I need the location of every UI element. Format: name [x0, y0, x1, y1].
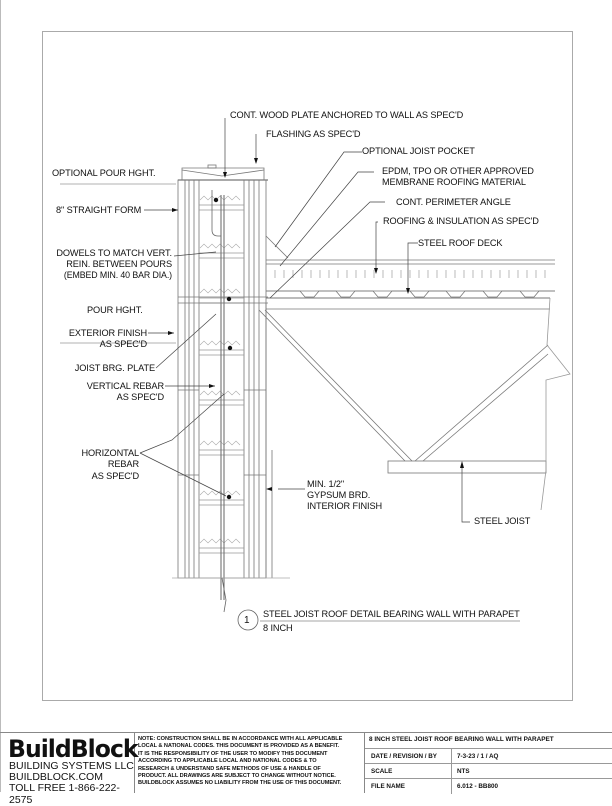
callout-straight-form: 8" STRAIGHT FORM [56, 205, 142, 215]
note-line: ACCORDING TO APPLICABLE LOCAL AND NATIONAL CODES & TO [138, 758, 317, 765]
callout-optional-pour-height: OPTIONAL POUR HGHT. [52, 168, 156, 178]
callout-wood-plate: CONT. WOOD PLATE ANCHORED TO WALL AS SPEC'D [230, 110, 464, 120]
callout-steel-joist: STEEL JOIST [474, 516, 531, 526]
steel-joist-chord [388, 461, 546, 473]
callout-gypsum-line2: GYPSUM BRD. [307, 490, 371, 500]
callout-horizontal-rebar-line3: AS SPEC'D [91, 471, 139, 481]
note-line: NOTE: CONSTRUCTION SHALL BE IN ACCORDANCE WITH ALL APPLICABLE [138, 736, 343, 742]
callout-perimeter-angle: CONT. PERIMETER ANGLE [396, 197, 511, 207]
sheet-title: 8 INCH STEEL JOIST ROOF BEARING WALL WITH PARAPET [369, 736, 554, 743]
info-key: SCALE [371, 768, 393, 775]
info-value: 6.012 - BB800 [457, 783, 498, 790]
callout-pour-height: POUR HGHT. [87, 305, 143, 315]
company-phone: TOLL FREE 1-866-222-2575 [9, 782, 120, 806]
disclaimer-note [138, 736, 362, 788]
callout-roofing-insulation: ROOFING & INSULATION AS SPEC'D [383, 216, 539, 226]
note-line: RESEARCH & UNDERSTAND SAFE METHODS OF USE & HANDLE OF [138, 765, 321, 772]
callout-dowels-line3: (EMBED MIN. 40 BAR DIA.) [63, 270, 172, 280]
sheet-info [364, 733, 612, 793]
callout-vertical-rebar-line1: VERTICAL REBAR [86, 381, 164, 391]
note-line: PRODUCT. ALL DRAWINGS ARE SUBJECT TO CHANGE WITHOUT NOTICE. [138, 773, 336, 780]
company-name: BUILDING SYSTEMS LLC [9, 760, 134, 772]
callout-membrane-line1: EPDM, TPO OR OTHER APPROVED [382, 166, 534, 176]
info-key: DATE / REVISION / BY [371, 753, 438, 760]
callout-membrane-line2: MEMBRANE ROOFING MATERIAL [382, 177, 526, 187]
callout-joist-brg-plate: JOIST BRG. PLATE [74, 363, 155, 373]
note-line: BUILDBLOCK ASSUMES NO LIABILITY FROM THE USE OF THIS DOCUMENT. [138, 780, 342, 787]
detail-number: 1 [244, 615, 250, 626]
company-block [0, 733, 138, 806]
callout-exterior-finish-line1: EXTERIOR FINISH [68, 328, 147, 338]
callout-vertical-rebar-line2: AS SPEC'D [116, 392, 164, 402]
callout-flashing: FLASHING AS SPEC'D [266, 129, 361, 139]
note-line: IT IS THE RESPONSIBILITY OF THE USER TO MODIFY THIS DOCUMENT [138, 750, 328, 757]
callout-dowels-line1: DOWELS TO MATCH VERT. [56, 248, 172, 258]
info-value: NTS [457, 768, 470, 775]
callout-horizontal-rebar-line1: HORIZONTAL [81, 448, 139, 458]
callout-joist-pocket: OPTIONAL JOIST POCKET [362, 146, 475, 156]
callout-gypsum-line1: MIN. 1/2" [307, 479, 345, 489]
info-row-scale [365, 763, 612, 779]
callout-gypsum-line3: INTERIOR FINISH [307, 501, 383, 511]
callout-steel-roof-deck: STEEL ROOF DECK [418, 238, 503, 248]
note-line: LOCAL & NATIONAL CODES. THIS DOCUMENT IS PROVIDED AS A BENEFIT. [138, 743, 340, 750]
detail-title: STEEL JOIST ROOF DETAIL BEARING WALL WITH PARAPET [263, 609, 520, 619]
callout-dowels-line2: REIN. BETWEEN POURS [66, 259, 172, 269]
info-value: 7-3-23 / 1 / AQ [457, 753, 499, 760]
company-website: BUILDBLOCK.COM [9, 771, 103, 783]
brand-logo: BuildBlock [8, 735, 138, 763]
callout-horizontal-rebar-line2: REBAR [107, 459, 139, 469]
detail-subtitle: 8 INCH [263, 623, 293, 633]
wall-outline [178, 180, 266, 578]
info-key: FILE NAME [371, 783, 405, 790]
steel-roof-deck [266, 291, 555, 297]
callout-exterior-finish-line2: AS SPEC'D [99, 339, 147, 349]
title-block [0, 732, 612, 806]
info-row-date [365, 748, 612, 764]
flashing [182, 168, 264, 180]
